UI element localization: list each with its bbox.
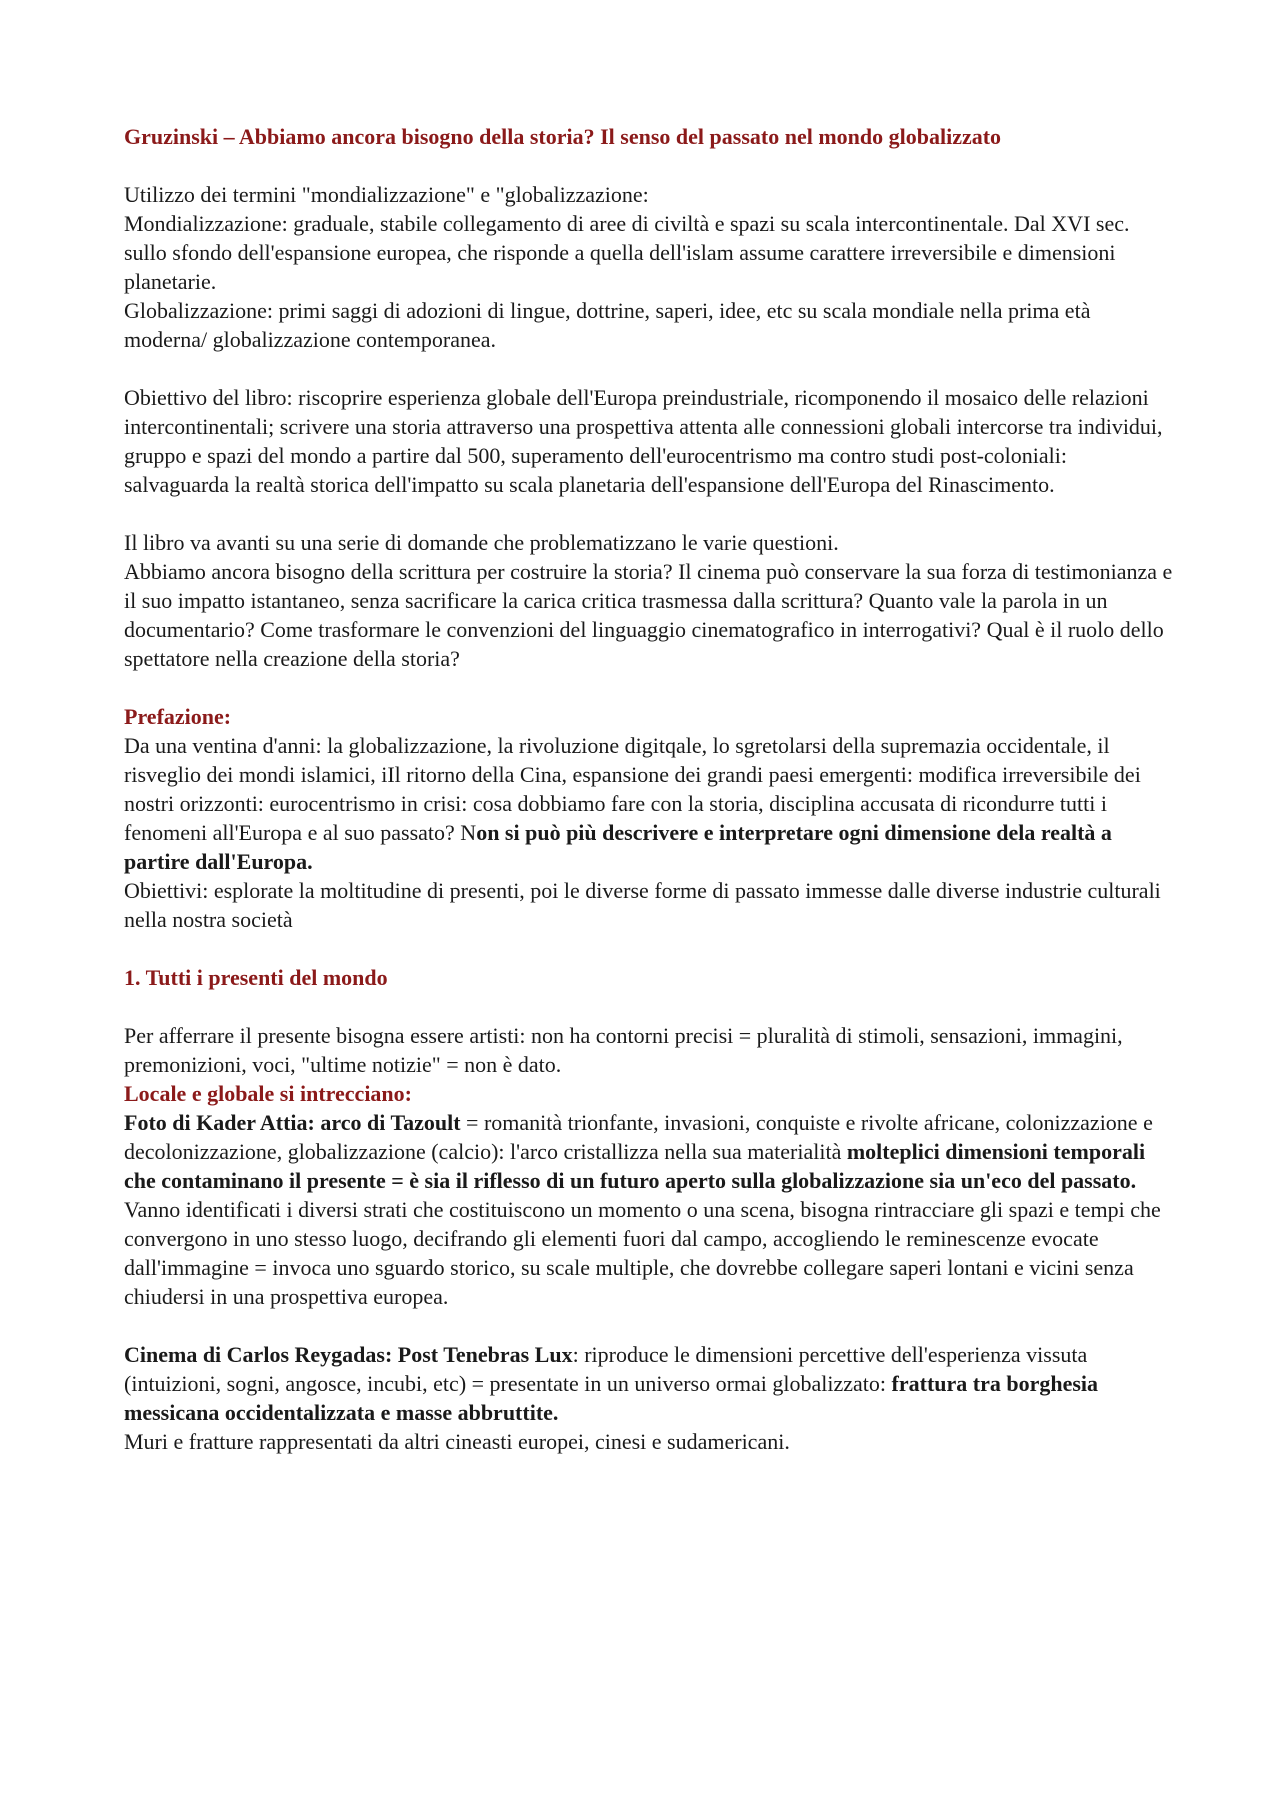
attia-bold-text: molteplici dimensioni temporali che contaminano il presente = è sia il riflesso di un futuro aperto sulla globalizzazione sia un'eco del passato. (124, 1139, 1146, 1193)
reygadas-bold-text: frattura tra borghesia messicana occidentalizzata e masse abbruttite. (124, 1371, 1099, 1425)
preface-paragraph (124, 731, 1174, 876)
intro-globalizzazione: Globalizzazione: primi saggi di adozioni di lingue, dottrine, saperi, idee, etc su scala mondiale nella prima età moderna/ globalizzazione contemporanea. (124, 298, 1091, 352)
document-title: Gruzinski – Abbiamo ancora bisogno della storia? Il senso del passato nel mondo globalizzato (124, 124, 1002, 149)
intro-mondializzazione: Mondializzazione: graduale, stabile collegamento di aree di civiltà e spazi su scala intercontinentale. Dal XVI sec. sullo sfondo dell'espansione europea, che risponde a quella dell'islam assume carattere irreversibile e dimensioni planetarie. (124, 211, 1130, 294)
intro-terms-line: Utilizzo dei termini "mondializzazione" e "globalizzazione: (124, 182, 649, 207)
reygadas-text: : riproduce le dimensioni percettive dell'esperienza vissuta (intuizioni, sogni, angosce, incubi, etc) = presentate in un universo ormai globalizzato: (124, 1342, 1088, 1396)
layers-paragraph: Vanno identificati i diversi strati che costituiscono un momento o una scena, bisogna rintracciare gli spazi e tempi che convergono in uno stesso luogo, decifrando gli elementi fuori dal campo, accogliendo le reminescenze evocate dall'immagine = invoca uno sguardo storico, su scale multiple, che dovrebbe collegare saperi lontani e vicini senza chiudersi in una prospettiva europea. (124, 1197, 1161, 1309)
chapter1-subheading: Locale e globale si intrecciano: (124, 1081, 412, 1106)
book-objective: Obiettivo del libro: riscoprire esperienza globale dell'Europa preindustriale, ricomponendo il mosaico delle relazioni intercontinentali; scrivere una storia attraverso una prospettiva attenta alle connessioni globali intercorse tra individui, gruppo e spazi del mondo a partire dal 500, superamento dell'eurocentrismo ma contro studi post-coloniali: salvaguarda la realtà storica dell'impatto su scala planetaria dell'espansione dell'Europa del Rinascimento. (124, 385, 1163, 497)
chapter1-intro: Per afferrare il presente bisogna essere artisti: non ha contorni precisi = pluralità di stimoli, sensazioni, immagini, premonizioni, voci, "ultime notizie" = non è dato. (124, 1023, 1123, 1077)
questions-intro: Il libro va avanti su una serie di domande che problematizzano le varie questioni. (124, 530, 839, 555)
document-body (124, 122, 1174, 1456)
reygadas-paragraph (124, 1340, 1174, 1427)
attia-text: = romanità trionfante, invasioni, conquiste e rivolte africane, colonizzazione e decolonizzazione, globalizzazione (calcio): l'arco cristallizza nella sua materialità (124, 1110, 1153, 1164)
attia-title: Foto di Kader Attia: arco di Tazoult (124, 1110, 461, 1135)
preface-heading: Prefazione: (124, 704, 232, 729)
reygadas-title: Cinema di Carlos Reygadas: Post Tenebras Lux (124, 1342, 573, 1367)
preface-objectives: Obiettivi: esplorate la moltitudine di presenti, poi le diverse forme di passato immesse dalle diverse industrie culturali nella nostra società (124, 878, 1161, 932)
questions-list: Abbiamo ancora bisogno della scrittura per costruire la storia? Il cinema può conservare la sua forza di testimonianza e il suo impatto istantaneo, senza sacrificare la carica critica trasmessa dalla scrittura? Quanto vale la parola in un documentario? Come trasformare le convenzioni del linguaggio cinematografico in interrogativi? Qual è il ruolo dello spettatore nella creazione della storia? (124, 559, 1173, 671)
preface-text: Da una ventina d'anni: la globalizzazione, la rivoluzione digitqale, lo sgretolarsi della supremazia occidentale, il risveglio dei mondi islamici, iIl ritorno della Cina, espansione dei grandi paesi emergenti: modifica irreversibile dei nostri orizzonti: eurocentrismo in crisi: cosa dobbiamo fare con la storia, disciplina accusata di ricondurre tutti i fenomeni all'Europa e al suo passato? N (124, 733, 1141, 845)
preface-bold-text: on si può più descrivere e interpretare ogni dimensione dela realtà a partire dall'Europa. (124, 820, 1112, 874)
chapter1-heading: 1. Tutti i presenti del mondo (124, 965, 388, 990)
walls-paragraph: Muri e fratture rappresentati da altri cineasti europei, cinesi e sudamericani. (124, 1429, 790, 1454)
attia-paragraph (124, 1108, 1174, 1195)
